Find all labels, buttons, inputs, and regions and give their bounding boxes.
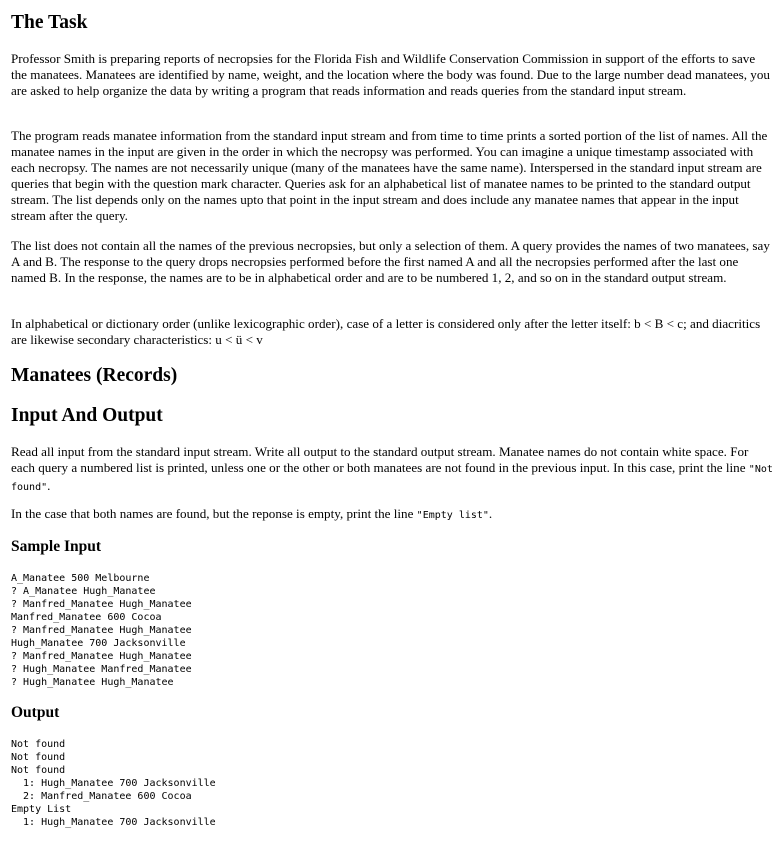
code-line: Not found (11, 752, 66, 763)
task-paragraph-2: The program reads manatee information from the standard input stream and from time to time prints a sorted portion of the list of names. All the manatee names in the input are given in the order in which the necropsy was performed. You can imagine a unique timestamp associated with each necropsy. The names are not necessarily unique (many of the manatees have the same name). Interspersed in the standard input stream are queries that begin with the question mark character. Queries ask for an alphabetical list of manatee names to be printed to the standard output stream. The list depends only on the names upto that point in the input stream and does include any manatee names that appear in the input stream after the query. (11, 128, 768, 223)
input-output-heading: Input And Output (11, 405, 163, 426)
io-paragraph-1-end: . (47, 478, 51, 493)
sample-input-heading: Sample Input (11, 538, 102, 555)
code-line: 1: Hugh_Manatee 700 Jacksonville (11, 778, 216, 789)
code-line: A_Manatee 500 Melbourne (11, 573, 150, 584)
manatees-records-heading: Manatees (Records) (11, 365, 178, 386)
code-line: ? A_Manatee Hugh_Manatee (11, 586, 156, 597)
code-line: Not found (11, 739, 66, 750)
empty-list-code: "Empty list" (416, 510, 489, 521)
code-line: Not found (11, 765, 66, 776)
task-paragraph-1: Professor Smith is preparing reports of necropsies for the Florida Fish and Wildlife Conservation Commission in support of the efforts to save the manatees. Manatees are identified by name, weight, and the location where the body was found. Due to the large number dead manatees, you are asked to help organize the data by writing a program that reads information and reads queries from the standard input stream. (11, 51, 770, 98)
io-paragraph-1 (11, 444, 773, 496)
task-heading: The Task (11, 12, 88, 33)
code-line: Hugh_Manatee 700 Jacksonville (11, 638, 186, 649)
code-line: Manfred_Manatee 600 Cocoa (11, 612, 162, 623)
io-paragraph-2 (11, 506, 771, 524)
sample-input-code-block (11, 572, 192, 689)
code-line: ? Hugh_Manatee Manfred_Manatee (11, 664, 192, 675)
code-line: 2: Manfred_Manatee 600 Cocoa (11, 791, 192, 802)
output-code-block (11, 738, 216, 829)
code-line: ? Manfred_Manatee Hugh_Manatee (11, 651, 192, 662)
code-line: ? Manfred_Manatee Hugh_Manatee (11, 625, 192, 636)
code-line: Empty List (11, 804, 72, 815)
code-line: ? Manfred_Manatee Hugh_Manatee (11, 599, 192, 610)
io-paragraph-2-end: . (488, 506, 493, 521)
code-line: ? Hugh_Manatee Hugh_Manatee (11, 677, 174, 688)
io-paragraph-1-text: Read all input from the standard input stream. Write all output to the standard output stream. Manatee names do not contain white space. For each query a numbered list is printed, unless one or the other or both manatees are not found in the previous input. In this case, print the line (11, 444, 749, 475)
task-paragraph-3: The list does not contain all the names of the previous necropsies, but only a selection of them. A query provides the names of two manatees, say A and B. The response to the query drops necropsies performed before the first named A and all the necropsies performed after the last one named B. In the response, the names are to be in alphabetical order and are to be numbered 1, 2, and so on in the standard output stream. (11, 238, 770, 285)
not-found-code: "Not found" (11, 464, 773, 493)
task-paragraph-4: In alphabetical or dictionary order (unlike lexicographic order), case of a letter is considered only after the letter itself: b < B < c; and diacritics are likewise secondary characteristics: u < ü < v (11, 316, 761, 347)
output-heading: Output (11, 704, 60, 721)
code-line: 1: Hugh_Manatee 700 Jacksonville (11, 817, 216, 828)
io-paragraph-2-text: In the case that both names are found, but the reponse is empty, print the line (11, 506, 417, 521)
